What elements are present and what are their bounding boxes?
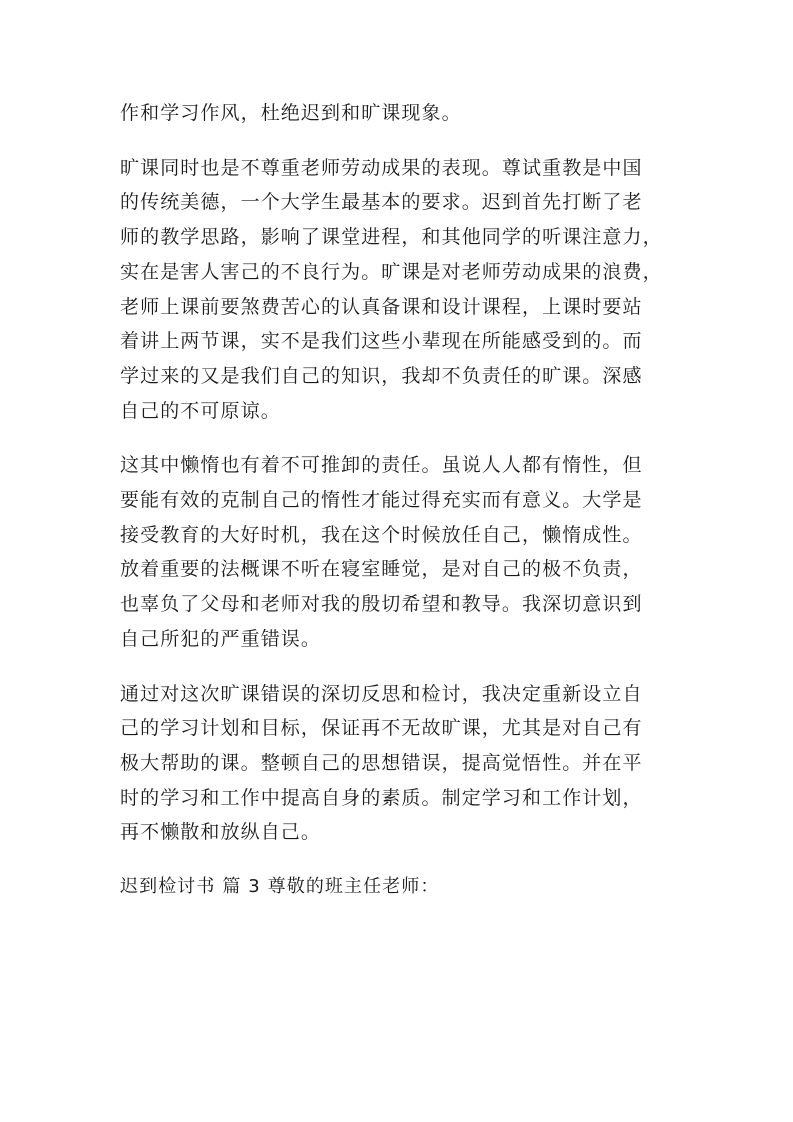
text-line: 己的学习计划和目标，保证再不无故旷课，尤其是对自己有 (120, 717, 643, 740)
text-line: 师的教学思路，影响了课堂进程，和其他同学的听课注意力， (120, 226, 663, 249)
text-line: 学过来的又是我们自己的知识，我却不负责任的旷课。深感 (120, 364, 643, 387)
section-heading (120, 870, 680, 905)
text-line: 的传统美德，一个大学生最基本的要求。迟到首先打断了老 (120, 191, 643, 214)
paragraph-1 (120, 96, 680, 131)
paragraph-4 (120, 677, 680, 851)
text-line: 自己所犯的严重错误。 (120, 627, 322, 650)
text-line: 实在是害人害己的不良行为。旷课是对老师劳动成果的浪费， (120, 260, 663, 283)
text-line: 要能有效的克制自己的惰性才能过得充实而有意义。大学是 (120, 489, 643, 512)
text-line: 老师上课前要煞费苦心的认真备课和设计课程，上课时要站 (120, 295, 643, 318)
document-page (120, 96, 680, 925)
text-line: 极大帮助的课。整顿自己的思想错误，提高觉悟性。并在平 (120, 751, 643, 774)
text-line: 也辜负了父母和老师对我的殷切希望和教导。我深切意识到 (120, 593, 643, 616)
text-line: 放着重要的法概课不听在寝室睡觉，是对自己的极不负责， (120, 558, 643, 581)
text-line: 自己的不可原谅。 (120, 399, 281, 422)
text-line: 作和学习作风，杜绝迟到和旷课现象。 (120, 102, 462, 124)
text-line: 接受教育的大好时机，我在这个时候放任自己，懒惰成性。 (120, 523, 643, 546)
text-line: 通过对这次旷课错误的深切反思和检讨，我决定重新设立自 (120, 682, 643, 705)
paragraph-2 (120, 151, 680, 429)
text-line: 这其中懒惰也有着不可推卸的责任。虽说人人都有惰性，但 (120, 454, 643, 477)
text-line: 时的学习和工作中提高自身的素质。制定学习和工作计划， (120, 786, 643, 809)
text-line: 旷课同时也是不尊重老师劳动成果的表现。尊试重教是中国 (120, 156, 643, 179)
text-line: 着讲上两节课，实不是我们这些小辈现在所能感受到的。而 (120, 330, 643, 353)
text-line: 再不懒散和放纵自己。 (120, 821, 322, 844)
paragraph-3 (120, 448, 680, 656)
section-heading-text: 迟到检讨书 篇 3 尊敬的班主任老师： (120, 876, 440, 898)
